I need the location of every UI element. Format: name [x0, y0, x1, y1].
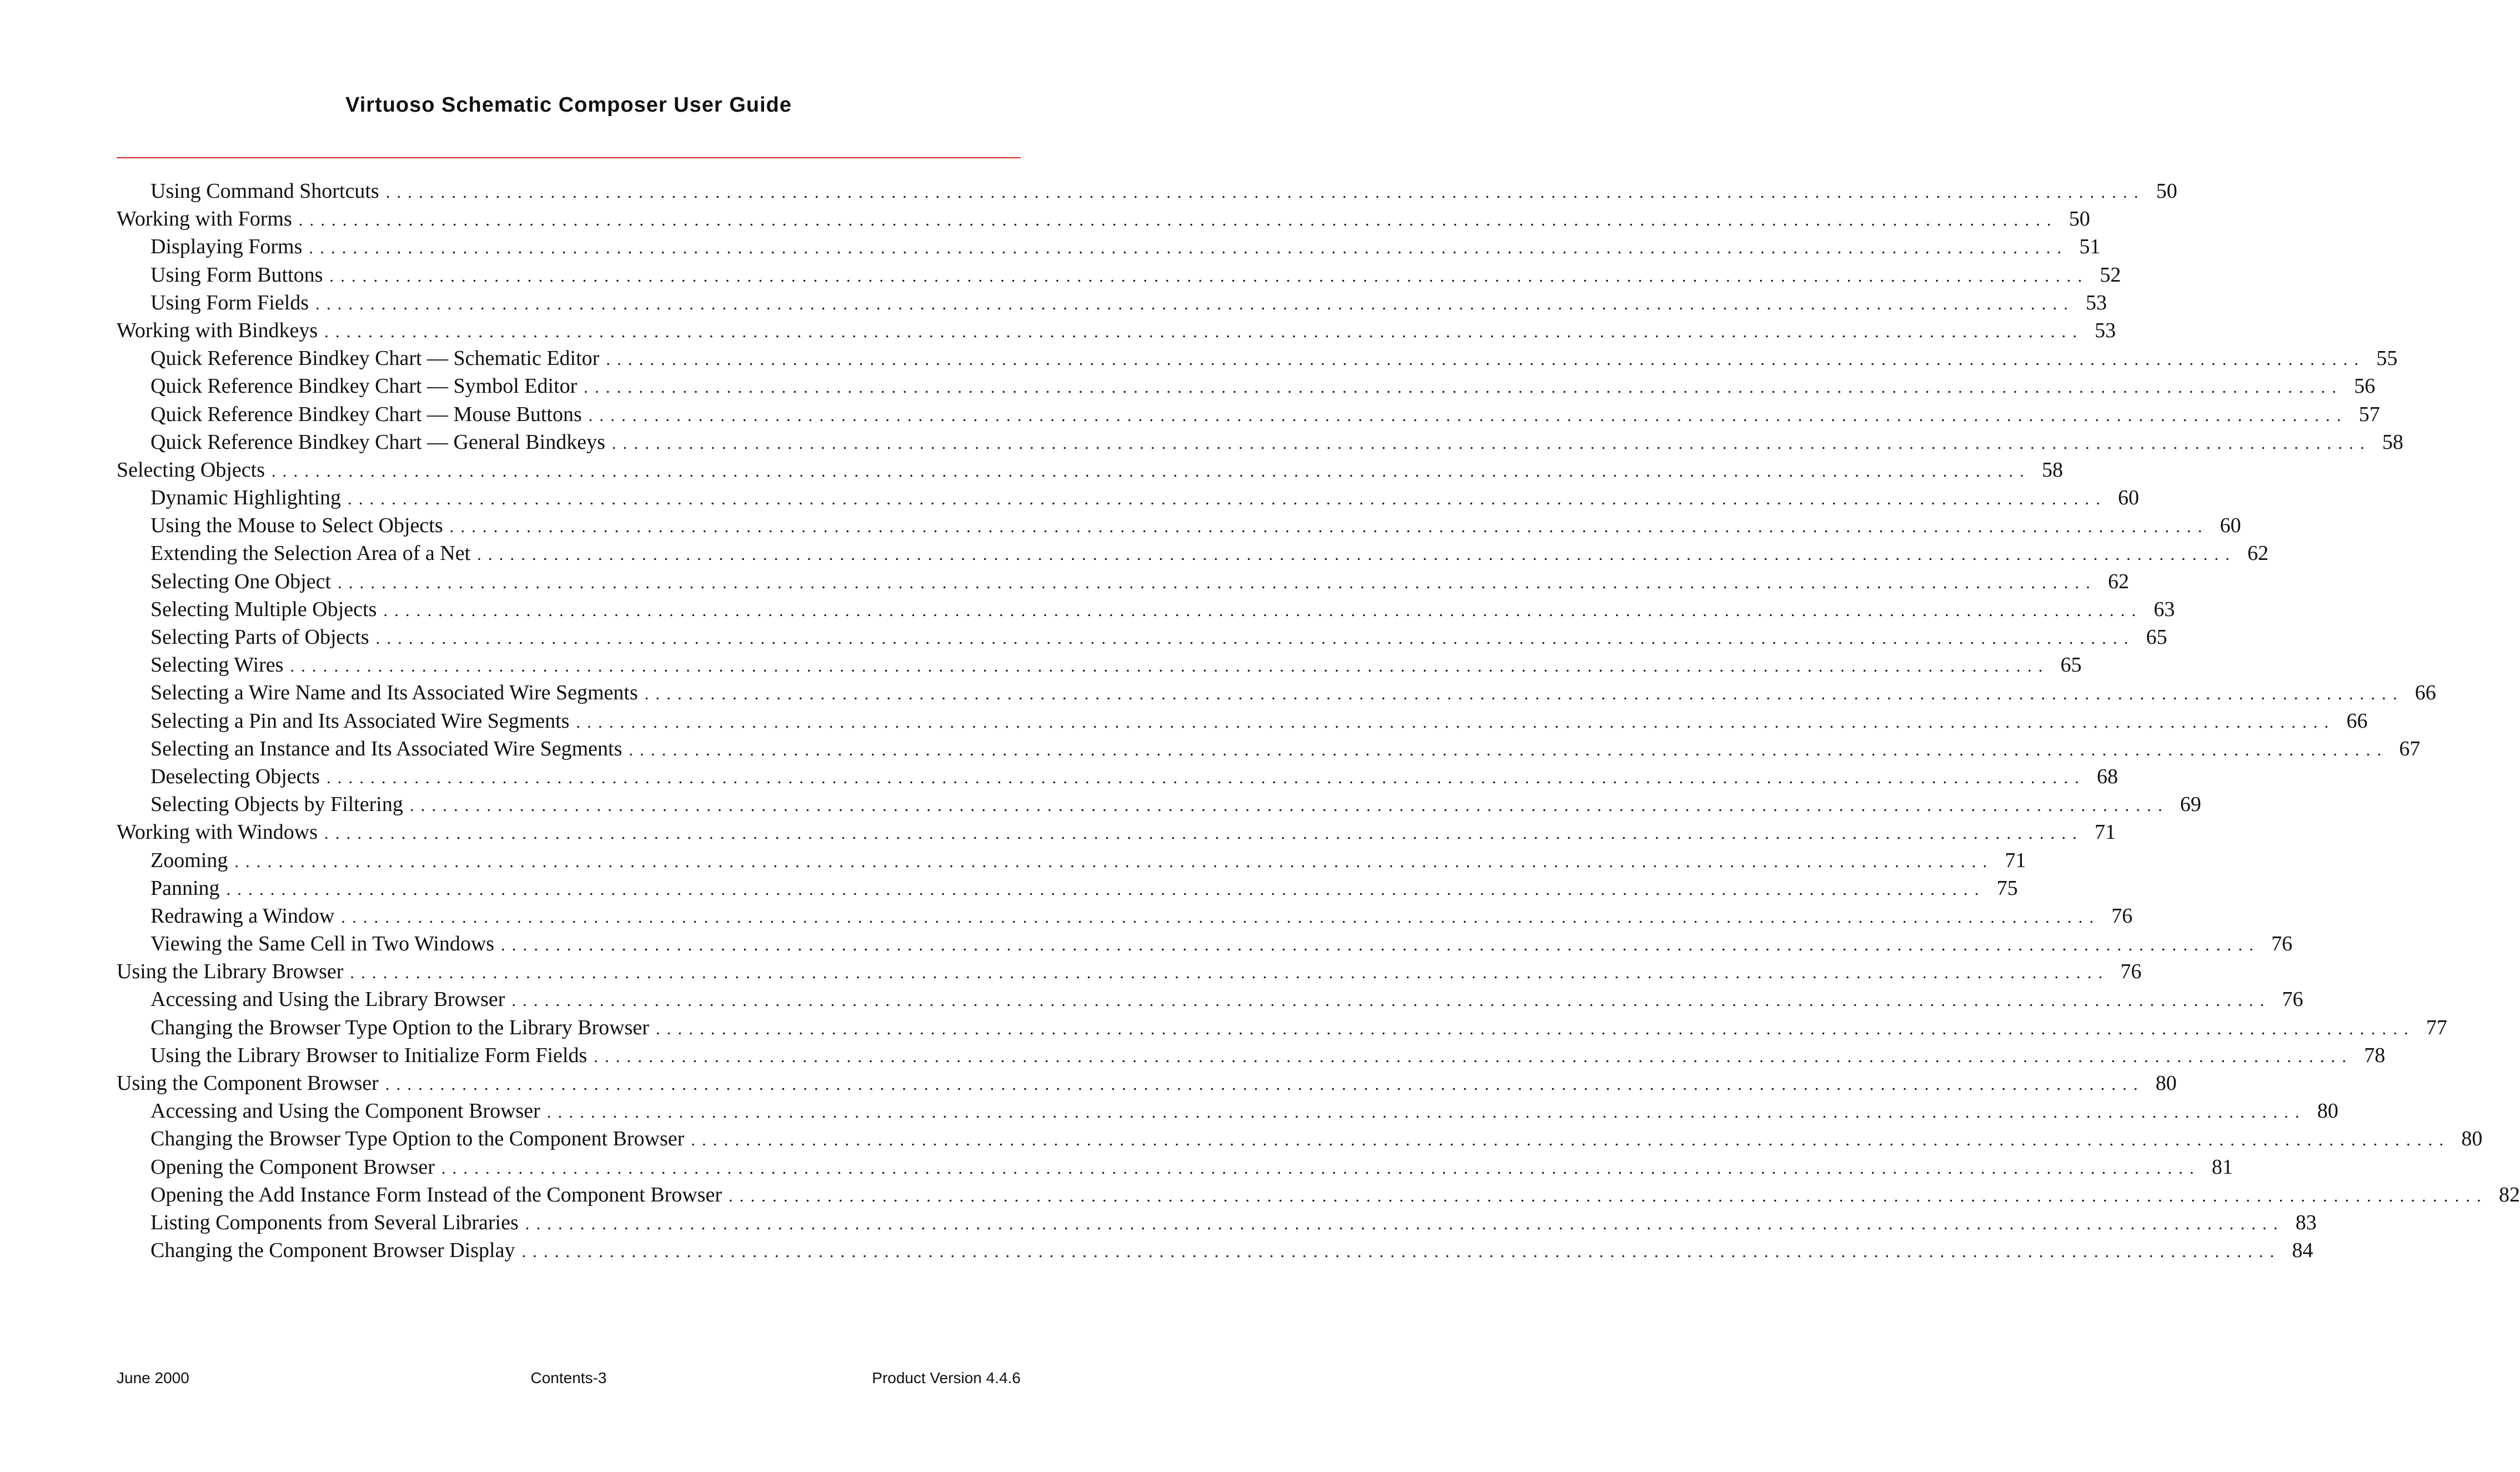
toc-dot-leader: ................................................................................................................................................................ — [606, 351, 2366, 369]
toc-entry-page-number: 68 — [2096, 764, 2118, 788]
toc-entry[interactable] — [117, 1181, 2520, 1209]
toc-entry-page-number: 76 — [2271, 932, 2293, 956]
toc-entry[interactable] — [117, 344, 2398, 372]
toc-entry-page-number: 75 — [1996, 876, 2018, 900]
toc-dot-leader: ................................................................................................................................................................ — [655, 1019, 2415, 1038]
toc-entry[interactable] — [117, 1125, 2483, 1153]
toc-entry[interactable] — [117, 317, 2116, 344]
toc-entry-title: Using Form Buttons — [150, 263, 323, 287]
toc-dot-leader: ................................................................................................................................................................ — [324, 322, 2084, 341]
toc-entry[interactable] — [117, 874, 2018, 902]
toc-entry[interactable] — [117, 679, 2436, 707]
toc-entry[interactable] — [117, 707, 2368, 735]
header-divider — [117, 157, 1021, 158]
toc-entry-page-number: 78 — [2364, 1043, 2386, 1067]
toc-dot-leader: ................................................................................................................................................................ — [338, 573, 2097, 592]
toc-entry[interactable] — [117, 1236, 2313, 1264]
toc-entry-page-number: 82 — [2498, 1183, 2520, 1206]
toc-entry[interactable] — [117, 623, 2167, 651]
page-footer — [117, 1367, 1021, 1389]
toc-dot-leader: ................................................................................................................................................................ — [226, 880, 1986, 899]
toc-entry-title: Selecting a Wire Name and Its Associated Wire Segments — [150, 681, 638, 705]
toc-dot-leader: ................................................................................................................................................................ — [290, 657, 2050, 676]
toc-entry-title: Using the Component Browser — [117, 1072, 379, 1095]
toc-dot-leader: ................................................................................................................................................................ — [298, 211, 2058, 230]
toc-entry-page-number: 60 — [2220, 514, 2241, 538]
toc-entry-title: Quick Reference Bindkey Chart — Schematic Editor — [150, 347, 600, 370]
toc-entry-title: Quick Reference Bindkey Chart — Symbol Editor — [150, 374, 578, 398]
toc-entry-page-number: 77 — [2426, 1015, 2447, 1039]
toc-dot-leader: ................................................................................................................................................................ — [477, 545, 2237, 564]
toc-entry-title: Selecting Objects by Filtering — [150, 793, 403, 817]
toc-entry-page-number: 55 — [2376, 347, 2398, 370]
toc-dot-leader: ................................................................................................................................................................ — [576, 713, 2336, 732]
toc-entry[interactable] — [117, 595, 2175, 623]
toc-entry-page-number: 76 — [2120, 960, 2142, 984]
toc-entry-title: Using the Library Browser to Initialize Form Fields — [150, 1043, 588, 1067]
toc-entry-title: Dynamic Highlighting — [150, 486, 342, 510]
toc-entry[interactable] — [117, 1153, 2233, 1181]
toc-entry-title: Selecting Objects — [117, 458, 265, 482]
toc-entry[interactable] — [117, 568, 2130, 595]
toc-dot-leader: ................................................................................................................................................................ — [588, 406, 2348, 425]
toc-entry[interactable] — [117, 930, 2293, 958]
toc-entry-title: Selecting Wires — [150, 653, 284, 677]
toc-entry-title: Working with Forms — [117, 207, 292, 231]
toc-dot-leader: ................................................................................................................................................................ — [326, 768, 2086, 787]
toc-entry-title: Changing the Browser Type Option to the Library Browser — [150, 1015, 649, 1039]
toc-entry-title: Working with Windows — [117, 820, 318, 844]
toc-entry-title: Viewing the Same Cell in Two Windows — [150, 932, 495, 956]
toc-dot-leader: ................................................................................................................................................................ — [348, 490, 2107, 509]
toc-entry-page-number: 60 — [2118, 486, 2140, 510]
toc-entry-title: Opening the Add Instance Form Instead of the Component Browser — [150, 1183, 722, 1206]
toc-entry-page-number: 52 — [2100, 263, 2121, 287]
toc-entry-title: Opening the Component Browser — [150, 1155, 435, 1179]
toc-entry-title: Using the Library Browser — [117, 960, 344, 984]
toc-entry-page-number: 83 — [2295, 1210, 2317, 1234]
toc-dot-leader: ................................................................................................................................................................ — [324, 824, 2084, 843]
toc-entry-page-number: 76 — [2282, 988, 2303, 1012]
toc-entry-page-number: 76 — [2111, 904, 2133, 928]
toc-entry-page-number: 66 — [2346, 709, 2368, 733]
toc-entry[interactable] — [117, 400, 2380, 428]
toc-entry[interactable] — [117, 177, 2177, 205]
toc-entry-page-number: 67 — [2399, 737, 2421, 760]
toc-entry-title: Changing the Browser Type Option to the Component Browser — [150, 1127, 685, 1151]
toc-entry[interactable] — [117, 428, 2403, 456]
toc-entry-title: Selecting an Instance and Its Associated Wire Segments — [150, 737, 623, 760]
toc-entry[interactable] — [117, 233, 2101, 261]
toc-entry-page-number: 62 — [2108, 569, 2130, 593]
toc-entry[interactable] — [117, 289, 2107, 317]
page-title: Virtuoso Schematic Composer User Guide — [345, 93, 792, 117]
toc-entry-page-number: 65 — [2146, 625, 2167, 649]
toc-entry-page-number: 81 — [2211, 1155, 2233, 1179]
toc-entry-title: Using Command Shortcuts — [150, 179, 379, 203]
toc-entry[interactable] — [117, 484, 2140, 512]
toc-entry-page-number: 71 — [2005, 848, 2026, 872]
toc-entry-page-number: 58 — [2382, 430, 2403, 454]
toc-dot-leader: ................................................................................................................................................................ — [441, 1159, 2201, 1178]
toc-entry-title: Changing the Component Browser Display — [150, 1239, 515, 1263]
toc-dot-leader: ................................................................................................................................................................ — [511, 992, 2271, 1010]
toc-entry[interactable] — [117, 790, 2201, 818]
toc-entry-title: Accessing and Using the Library Browser — [150, 988, 505, 1012]
toc-dot-leader: ................................................................................................................................................................ — [728, 1186, 2488, 1205]
toc-entry-title: Selecting a Pin and Its Associated Wire Segments — [150, 709, 570, 733]
toc-dot-leader: ................................................................................................................................................................ — [271, 462, 2031, 480]
toc-entry[interactable] — [117, 847, 2026, 874]
toc-dot-leader: ................................................................................................................................................................ — [521, 1243, 2281, 1261]
toc-entry[interactable] — [117, 539, 2269, 567]
toc-entry[interactable] — [117, 1097, 2338, 1125]
toc-entry[interactable] — [117, 651, 2082, 679]
toc-dot-leader: ................................................................................................................................................................ — [409, 797, 2169, 815]
toc-entry-page-number: 66 — [2414, 681, 2436, 705]
toc-entry-page-number: 69 — [2180, 793, 2201, 817]
toc-dot-leader: ................................................................................................................................................................ — [449, 518, 2209, 537]
toc-dot-leader: ................................................................................................................................................................ — [611, 434, 2371, 453]
toc-entry-page-number: 80 — [2461, 1127, 2483, 1151]
toc-entry[interactable] — [117, 1042, 2386, 1069]
toc-entry-title: Displaying Forms — [150, 235, 303, 259]
toc-entry-title: Selecting One Object — [150, 569, 332, 593]
toc-dot-leader: ................................................................................................................................................................ — [383, 601, 2143, 620]
toc-dot-leader: ................................................................................................................................................................ — [234, 852, 1994, 871]
toc-entry[interactable] — [117, 1014, 2447, 1042]
toc-dot-leader: ................................................................................................................................................................ — [644, 685, 2404, 704]
toc-dot-leader: ................................................................................................................................................................ — [309, 239, 2069, 258]
toc-dot-leader: ................................................................................................................................................................ — [350, 964, 2110, 983]
toc-entry-page-number: 51 — [2079, 235, 2101, 259]
toc-dot-leader: ................................................................................................................................................................ — [584, 378, 2343, 397]
toc-entry-title: Extending the Selection Area of a Net — [150, 542, 471, 565]
toc-entry-page-number: 57 — [2358, 402, 2380, 426]
toc-dot-leader: ................................................................................................................................................................ — [691, 1131, 2451, 1150]
toc-entry-page-number: 71 — [2095, 820, 2116, 844]
toc-entry-title: Panning — [150, 876, 220, 900]
toc-entry-title: Accessing and Using the Component Browser — [150, 1099, 540, 1123]
toc-entry-title: Working with Bindkeys — [117, 318, 318, 342]
toc-dot-leader: ................................................................................................................................................................ — [385, 1075, 2145, 1094]
toc-entry[interactable] — [117, 902, 2133, 930]
toc-entry-page-number: 80 — [2155, 1072, 2177, 1095]
toc-entry-title: Redrawing a Window — [150, 904, 335, 928]
toc-entry[interactable] — [117, 456, 2063, 484]
toc-dot-leader: ................................................................................................................................................................ — [546, 1103, 2306, 1122]
toc-entry-page-number: 50 — [2069, 207, 2090, 231]
toc-entry[interactable] — [117, 958, 2142, 985]
toc-entry-title: Quick Reference Bindkey Chart — General Bindkeys — [150, 430, 605, 454]
toc-entry-page-number: 53 — [2086, 291, 2107, 314]
toc-entry[interactable] — [117, 763, 2118, 790]
toc-entry-page-number: 65 — [2060, 653, 2082, 677]
toc-entry-page-number: 50 — [2156, 179, 2177, 203]
toc-dot-leader: ................................................................................................................................................................ — [525, 1214, 2285, 1233]
toc-entry-title: Selecting Multiple Objects — [150, 597, 377, 621]
footer-date: June 2000 — [117, 1369, 189, 1386]
toc-entry[interactable] — [117, 205, 2090, 233]
toc-entry-title: Listing Components from Several Libraries — [150, 1210, 519, 1234]
toc-dot-leader: ................................................................................................................................................................ — [375, 629, 2135, 648]
toc-entry[interactable] — [117, 372, 2376, 400]
toc-entry[interactable] — [117, 261, 2121, 289]
toc-dot-leader: ................................................................................................................................................................ — [629, 740, 2388, 759]
toc-entry-title: Quick Reference Bindkey Chart — Mouse Buttons — [150, 402, 582, 426]
toc-entry-page-number: 62 — [2247, 542, 2269, 565]
table-of-contents — [117, 177, 2520, 1264]
toc-entry-page-number: 53 — [2095, 318, 2116, 342]
toc-entry-page-number: 80 — [2317, 1099, 2338, 1123]
toc-entry-title: Using Form Fields — [150, 291, 309, 314]
toc-entry-page-number: 56 — [2354, 374, 2376, 398]
footer-product-version: Product Version 4.4.6 — [872, 1369, 1021, 1386]
toc-entry-title: Deselecting Objects — [150, 764, 320, 788]
toc-entry-page-number: 58 — [2041, 458, 2063, 482]
toc-dot-leader: ................................................................................................................................................................ — [329, 267, 2089, 286]
toc-dot-leader: ................................................................................................................................................................ — [594, 1047, 2353, 1066]
toc-entry-title: Zooming — [150, 848, 228, 872]
toc-entry-page-number: 63 — [2153, 597, 2175, 621]
toc-entry[interactable] — [117, 818, 2116, 846]
toc-dot-leader: ................................................................................................................................................................ — [341, 908, 2101, 927]
toc-entry[interactable] — [117, 735, 2421, 763]
toc-entry[interactable] — [117, 1209, 2317, 1236]
toc-dot-leader: ................................................................................................................................................................ — [501, 936, 2261, 955]
footer-page-number: Contents-3 — [530, 1369, 607, 1386]
toc-entry[interactable] — [117, 512, 2241, 539]
toc-entry[interactable] — [117, 1069, 2177, 1097]
toc-dot-leader: ................................................................................................................................................................ — [385, 183, 2145, 202]
toc-entry-page-number: 84 — [2292, 1239, 2313, 1263]
toc-entry[interactable] — [117, 985, 2303, 1013]
toc-dot-leader: ................................................................................................................................................................ — [315, 294, 2075, 313]
toc-entry-title: Selecting Parts of Objects — [150, 625, 369, 649]
toc-entry-title: Using the Mouse to Select Objects — [150, 514, 443, 538]
